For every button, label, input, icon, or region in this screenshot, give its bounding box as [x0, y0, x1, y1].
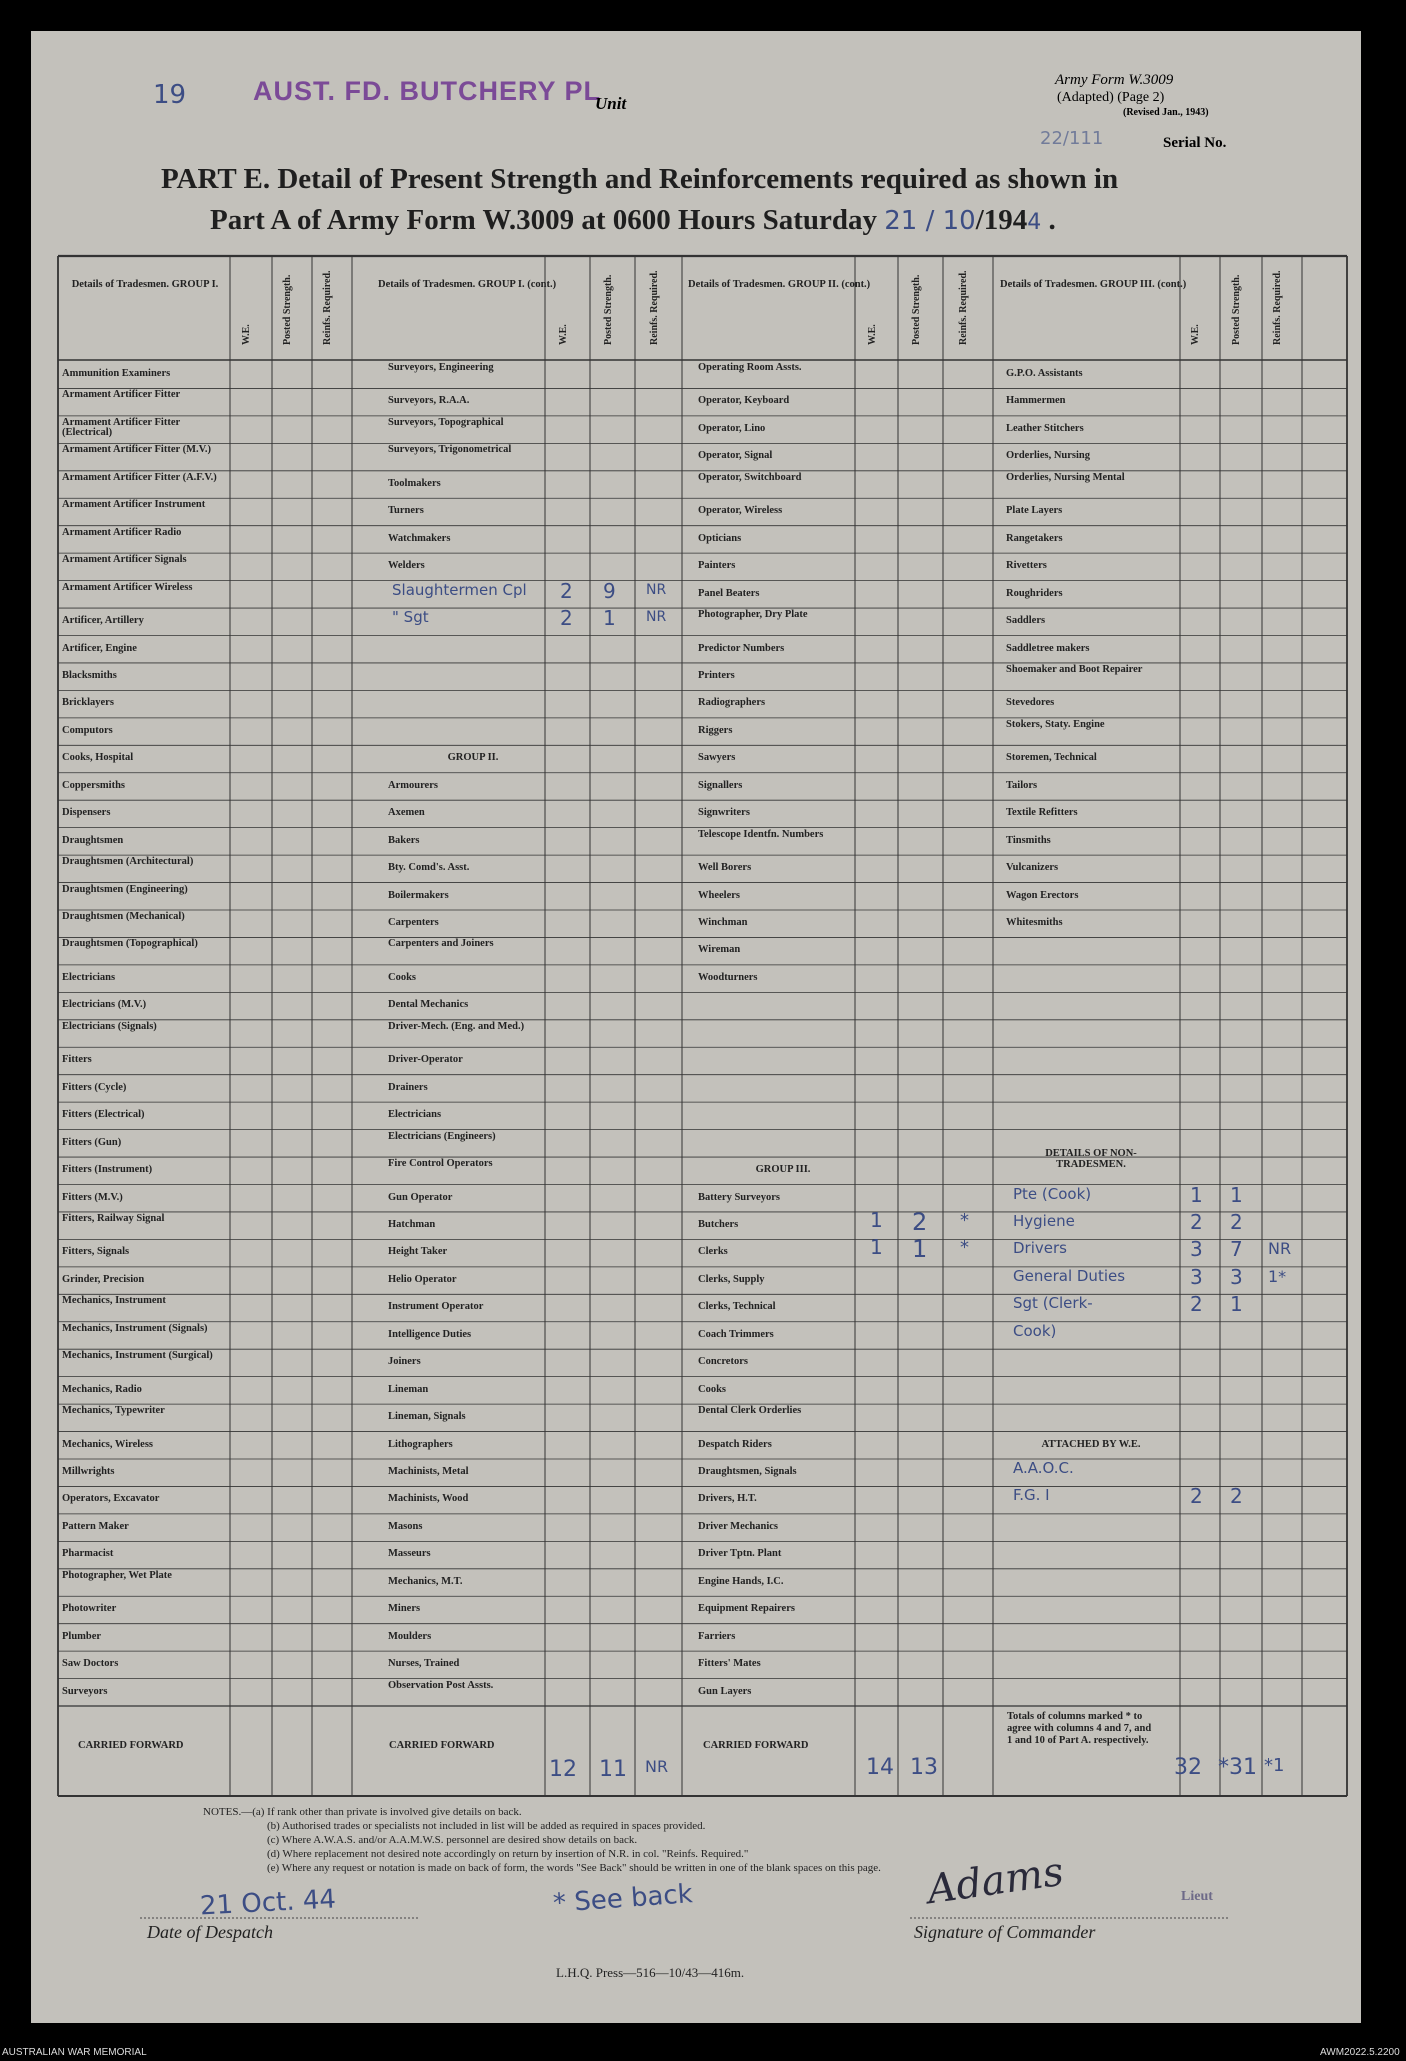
col3-handwritten-posted: 1 — [912, 1235, 928, 1264]
col3-row-label: Battery Surveyors — [698, 1191, 780, 1203]
col4-handwritten-we: 3 — [1190, 1264, 1203, 1289]
col3-row-label: Panel Beaters — [698, 587, 760, 599]
col2-row-label: Intelligence Duties — [388, 1328, 472, 1340]
col2-row-label: Fire Control Operators — [388, 1158, 493, 1170]
col4-handwritten-we: 2 — [1190, 1209, 1203, 1234]
col1-row-label: Electricians (Signals) — [62, 1020, 157, 1032]
col2-row-label: Surveyors, Topographical — [388, 416, 504, 428]
column-header-we: W.E. — [1190, 324, 1201, 345]
col3-row-label: Telescope Identfn. Numbers — [698, 828, 824, 840]
col4-row-label: Roughriders — [1006, 587, 1063, 599]
title-year: /194 — [975, 204, 1028, 236]
col2-row-label: Lithographers — [388, 1438, 453, 1450]
col3-row-label: Operator, Signal — [698, 450, 773, 462]
col4-row-label: Vulcanizers — [1006, 862, 1059, 874]
col3-row-label: Draughtsmen, Signals — [698, 1466, 797, 1477]
col3-row-label: Dental Clerk Orderlies — [698, 1405, 802, 1417]
column-header-rr: Reinfs. Required. — [958, 270, 969, 345]
col1-row-label: Armament Artificer Fitter (Electrical) — [62, 416, 180, 439]
col1-row-label: Bricklayers — [62, 697, 114, 709]
note-c: (c) Where A.W.A.S. and/or A.A.M.W.S. personnel are desired show details on back. — [267, 1834, 638, 1846]
col1-row-label: Draughtsmen — [62, 834, 124, 846]
col2-row-label: Surveyors, Trigonometrical — [388, 444, 512, 456]
col4-handwritten-posted: 2 — [1230, 1484, 1243, 1509]
col2-row-label: Electricians (Engineers) — [388, 1130, 496, 1142]
col2-handwritten-trade: " Sgt — [392, 608, 429, 627]
col4-row-label: G.P.O. Assistants — [1006, 368, 1083, 379]
press-mark: L.H.Q. Press—516—10/43—416m. — [556, 1965, 745, 1980]
note-d: (d) Where replacement not desired note accordingly on return by insertion of N.R. in col. "Reinfs. Required." — [267, 1848, 749, 1860]
col3-row-label: Painters — [698, 560, 736, 572]
col3-row-label: Operator, Switchboard — [698, 471, 802, 483]
col4-row-label: Saddlers — [1006, 615, 1046, 627]
col1-row-label: Mechanics, Instrument (Signals) — [62, 1322, 208, 1334]
col2-row-label: Toolmakers — [388, 477, 441, 489]
col3-row-label: Woodturners — [698, 971, 758, 983]
col2-row-label: Welders — [388, 560, 425, 572]
col2-row-label: GROUP II. — [447, 752, 499, 764]
col4-row-label: Storemen, Technical — [1006, 752, 1097, 764]
col2-row-label: Surveyors, Engineering — [388, 362, 494, 373]
col3-row-label: Wireman — [698, 944, 741, 956]
col4-row-label: Tailors — [1006, 779, 1038, 791]
col1-row-label: Photographer, Wet Plate — [62, 1569, 172, 1581]
group3-cont-header-text: Details of Tradesmen. GROUP III. (cont.) — [1000, 279, 1187, 290]
col2-row-label: Miners — [388, 1603, 421, 1615]
col2-row-label: Carpenters and Joiners — [388, 938, 494, 950]
title-end: . — [1048, 204, 1056, 236]
column-header-ps: Posted Strength. — [282, 274, 293, 345]
title-line-1: PART E. Detail of Present Strength and Reinforcements required as shown in — [161, 163, 1119, 195]
note-e: (e) Where any request or notation is made on back of form, the words "See Back" should be written in one of the blank spaces on this page. — [267, 1862, 881, 1874]
col3-row-label: Driver Tptn. Plant — [698, 1548, 782, 1560]
col1-row-label: Draughtsmen (Mechanical) — [62, 911, 185, 922]
col2-handwritten-we: 2 — [560, 578, 573, 603]
col4-handwritten-posted: 1 — [1230, 1292, 1243, 1317]
col1-row-label: Armament Artificer Wireless — [62, 581, 193, 593]
col3-row-label: Riggers — [698, 724, 733, 736]
col4-handwritten-trade: Hygiene — [1013, 1211, 1075, 1230]
col1-row-label: Pharmacist — [62, 1548, 114, 1560]
col1-row-label: Mechanics, Instrument (Surgical) — [62, 1350, 213, 1362]
col4-handwritten-trade: Pte (Cook) — [1013, 1184, 1092, 1203]
col1-row-label: Fitters, Signals — [62, 1246, 130, 1258]
col3-row-label: Butchers — [698, 1218, 739, 1230]
col1-row-label: Armament Artificer Fitter — [62, 389, 181, 401]
col4-handwritten-trade: General Duties — [1013, 1266, 1126, 1285]
col4-row-label: Whitesmiths — [1006, 917, 1063, 928]
col2-row-label: Mechanics, M.T. — [388, 1575, 463, 1587]
col3-row-label: Gun Layers — [698, 1685, 752, 1697]
col3-row-label: Fitters' Mates — [698, 1658, 761, 1670]
col4-row-label: Textile Refitters — [1006, 807, 1078, 819]
col1-row-label: Coppersmiths — [62, 779, 126, 791]
col3-handwritten-we: 1 — [870, 1235, 883, 1260]
col2-row-label: Observation Post Assts. — [388, 1679, 494, 1691]
column-header-rr: Reinfs. Required. — [322, 270, 333, 345]
col4-row-label: Rangetakers — [1006, 532, 1063, 544]
carried-forward-col3: CARRIED FORWARD — [703, 1740, 809, 1751]
col2-row-label: Instrument Operator — [388, 1301, 484, 1313]
col2-row-label: Boilermakers — [388, 889, 449, 901]
col1-row-label: Electricians (M.V.) — [62, 999, 147, 1011]
col2-row-label: Bty. Comd's. Asst. — [388, 862, 470, 874]
col2-row-label: Drainers — [388, 1081, 428, 1093]
see-back-handwritten: * See back — [552, 1879, 694, 1919]
col1-row-label: Millwrights — [62, 1466, 115, 1477]
col4-row-label: DETAILS OF NON-TRADESMEN. — [1045, 1148, 1137, 1170]
date-of-despatch-handwritten: 21 Oct. 44 — [199, 1884, 337, 1922]
carried-col2-posted: 11 — [599, 1757, 627, 1782]
carried-col2-reinfs: NR — [645, 1757, 669, 1776]
army-form-label: Army Form W.3009 — [1055, 72, 1174, 88]
col1-row-label: Surveyors — [62, 1685, 108, 1697]
col2-row-label: Helio Operator — [388, 1273, 457, 1285]
unit-stamp: AUST. FD. BUTCHERY PL — [253, 76, 602, 106]
col4-row-label: Wagon Erectors — [1006, 889, 1079, 901]
col2-row-label: Bakers — [388, 834, 420, 846]
col3-row-label: Well Borers — [698, 862, 752, 874]
col2-row-label: Armourers — [388, 779, 438, 791]
col1-row-label: Fitters — [62, 1054, 92, 1066]
col3-row-label: Signallers — [698, 779, 743, 791]
col1-row-label: Armament Artificer Radio — [62, 526, 182, 538]
col4-row-label: Hammermen — [1006, 395, 1066, 407]
col1-row-label: Armament Artificer Instrument — [62, 499, 206, 511]
col2-row-label: Machinists, Wood — [388, 1493, 469, 1505]
col2-row-label: Lineman, Signals — [388, 1411, 466, 1423]
col1-row-label: Ammunition Examiners — [62, 368, 171, 379]
col4-row-label: Stevedores — [1006, 697, 1055, 709]
col3-row-label: Sawyers — [698, 752, 736, 764]
col3-row-label: Opticians — [698, 532, 742, 544]
carried-col3-we: 14 — [866, 1755, 894, 1780]
col1-row-label: Electricians — [62, 971, 116, 983]
rank-stamp: Lieut — [1181, 1889, 1213, 1904]
col3-row-label: Operator, Keyboard — [698, 395, 790, 407]
commander-signature: Adams — [924, 1848, 1067, 1914]
col4-row-label: Plate Layers — [1006, 505, 1063, 517]
col1-row-label: Photowriter — [62, 1603, 117, 1615]
col3-handwritten-reinfs: * — [960, 1237, 969, 1259]
col3-row-label: Concretors — [698, 1356, 748, 1368]
col2-row-label: Axemen — [388, 807, 425, 819]
col1-row-label: Operators, Excavator — [62, 1493, 160, 1505]
col2-row-label: Lineman — [388, 1383, 429, 1395]
col1-row-label: Draughtsmen (Architectural) — [62, 856, 194, 868]
column-header-ps: Posted Strength. — [1231, 274, 1242, 345]
archive-label-left: AUSTRALIAN WAR MEMORIAL — [2, 2047, 147, 2058]
col4-row-label: Leather Stitchers — [1006, 422, 1084, 434]
title-year-handwritten: 4 — [1027, 210, 1042, 235]
col3-row-label: Driver Mechanics — [698, 1520, 778, 1532]
col2-handwritten-posted: 9 — [603, 578, 616, 603]
col3-row-label: Wheelers — [698, 889, 740, 901]
group1-header-text: Details of Tradesmen. GROUP I. — [71, 279, 219, 290]
col1-row-label: Grinder, Precision — [62, 1273, 145, 1285]
column-header-we: W.E. — [866, 324, 878, 345]
col1-row-label: Computors — [62, 724, 113, 736]
col3-handwritten-reinfs: * — [960, 1209, 969, 1231]
col4-row-label: Orderlies, Nursing — [1006, 450, 1090, 462]
col2-row-label: Surveyors, R.A.A. — [388, 395, 470, 407]
col2-row-label: Driver-Operator — [388, 1054, 463, 1066]
col1-row-label: Dispensers — [62, 807, 111, 819]
col3-row-label: Operator, Lino — [698, 422, 766, 434]
col4-handwritten-we: 1 — [1190, 1182, 1203, 1207]
col1-row-label: Pattern Maker — [62, 1520, 129, 1532]
carried-col2-we: 12 — [549, 1757, 577, 1782]
col2-handwritten-trade: Slaughtermen Cpl — [392, 580, 527, 599]
unit-number-handwritten: 19 — [153, 80, 187, 110]
col3-row-label: Winchman — [698, 917, 748, 928]
totals-note: Totals of columns marked * to agree with columns 4 and 7, and 1 and 10 of Part A. respectively. — [1007, 1711, 1152, 1746]
col1-row-label: Fitters (Gun) — [62, 1136, 122, 1148]
col1-row-label: Mechanics, Radio — [62, 1383, 142, 1395]
col1-row-label: Fitters, Railway Signal — [62, 1212, 165, 1224]
col2-row-label: Dental Mechanics — [388, 999, 469, 1011]
col3-row-label: Equipment Repairers — [698, 1603, 795, 1615]
unit-label: Unit — [595, 94, 627, 113]
col1-row-label: Mechanics, Typewriter — [62, 1405, 165, 1417]
col1-row-label: Fitters (M.V.) — [62, 1191, 123, 1203]
col2-row-label: Hatchman — [388, 1218, 436, 1230]
carried-forward-col2: CARRIED FORWARD — [389, 1740, 495, 1751]
col4-handwritten-trade: A.A.O.C. — [1013, 1459, 1074, 1477]
col2-handwritten-reinfs: NR — [646, 581, 667, 598]
col4-row-label: Saddletree makers — [1006, 642, 1090, 654]
adapted-label: (Adapted) (Page 2) — [1057, 90, 1165, 105]
col4-handwritten-trade: Drivers — [1013, 1239, 1067, 1258]
col3-row-label: Operator, Wireless — [698, 505, 783, 517]
col2-row-label: Watchmakers — [388, 532, 451, 544]
col1-row-label: Armament Artificer Signals — [62, 554, 187, 566]
carried-col4-reinfs: *1 — [1264, 1755, 1285, 1776]
col4-handwritten-reinfs: 1* — [1268, 1266, 1287, 1286]
serial-handwritten: 22/111 — [1040, 128, 1104, 149]
col2-row-label: Turners — [388, 505, 424, 517]
col3-row-label: Clerks — [698, 1246, 728, 1258]
group2-cont-header-text: Details of Tradesmen. GROUP II. (cont.) — [688, 279, 871, 290]
col2-handwritten-we: 2 — [560, 606, 573, 631]
carried-forward-col1: CARRIED FORWARD — [78, 1740, 184, 1751]
column-header-ps: Posted Strength. — [910, 274, 922, 345]
col1-row-label: Fitters (Instrument) — [62, 1164, 153, 1176]
col4-handwritten-reinfs: NR — [1268, 1239, 1292, 1259]
column-header-we: W.E. — [241, 324, 252, 345]
archive-label-right: AWM2022.5.2200 — [1320, 2047, 1400, 2058]
col3-row-label: Photographer, Dry Plate — [698, 609, 808, 621]
col2-row-label: Machinists, Metal — [388, 1466, 469, 1477]
col4-handwritten-posted: 3 — [1230, 1264, 1243, 1289]
col4-row-label: Orderlies, Nursing Mental — [1006, 471, 1125, 483]
col3-row-label: Drivers, H.T. — [698, 1493, 757, 1505]
col4-handwritten-posted: 7 — [1230, 1237, 1243, 1262]
col4-row-label: Stokers, Staty. Engine — [1006, 718, 1105, 730]
col4-handwritten-trade: F.G. I — [1013, 1486, 1050, 1505]
col2-row-label: Gun Operator — [388, 1191, 453, 1203]
carried-col4-we: 32 — [1174, 1755, 1202, 1780]
revised-label: (Revised Jan., 1943) — [1123, 107, 1209, 118]
col2-row-label: Joiners — [388, 1356, 421, 1368]
col1-row-label: Armament Artificer Fitter (A.F.V.) — [62, 471, 217, 483]
col1-row-label: Mechanics, Wireless — [62, 1438, 153, 1450]
col1-row-label: Artificer, Artillery — [62, 615, 144, 627]
col4-row-label: ATTACHED BY W.E. — [1041, 1438, 1141, 1450]
date-of-despatch-label: Date of Despatch — [147, 1922, 273, 1942]
col3-handwritten-posted: 2 — [912, 1207, 928, 1236]
col2-row-label: Carpenters — [388, 917, 439, 928]
col2-row-label: Masseurs — [388, 1548, 431, 1560]
col1-row-label: Artificer, Engine — [62, 642, 137, 654]
col3-row-label: Farriers — [698, 1630, 736, 1642]
col4-handwritten-we: 3 — [1190, 1237, 1203, 1262]
col1-row-label: Armament Artificer Fitter (M.V.) — [62, 444, 211, 456]
carried-col3-posted: 13 — [910, 1755, 938, 1780]
col1-row-label: Draughtsmen (Engineering) — [62, 883, 188, 895]
col1-row-label: Mechanics, Instrument — [62, 1295, 166, 1307]
col3-row-label: Clerks, Technical — [698, 1301, 776, 1313]
col1-row-label: Fitters (Cycle) — [62, 1081, 127, 1093]
group1-cont-header-text: Details of Tradesmen. GROUP I. (cont.) — [378, 279, 557, 290]
column-header-we: W.E. — [557, 324, 569, 345]
col4-row-label: Rivetters — [1006, 560, 1047, 572]
col4-handwritten-trade: Cook) — [1013, 1321, 1057, 1340]
title-date-handwritten: 21 / 10 — [884, 206, 976, 236]
note-a: NOTES.—(a) If rank other than private is involved give details on back. — [203, 1806, 522, 1818]
col1-row-label: Cooks, Hospital — [62, 752, 134, 764]
col3-row-label: Signwriters — [698, 807, 750, 819]
col4-row-label: Shoemaker and Boot Repairer — [1006, 663, 1143, 675]
col4-handwritten-trade: Sgt (Clerk- — [1013, 1294, 1093, 1313]
col1-row-label: Blacksmiths — [62, 669, 117, 681]
signature-label: Signature of Commander — [914, 1922, 1096, 1942]
col2-handwritten-posted: 1 — [603, 606, 616, 631]
col2-handwritten-reinfs: NR — [646, 609, 667, 626]
col4-handwritten-posted: 2 — [1230, 1209, 1243, 1234]
col1-row-label: Fitters (Electrical) — [62, 1109, 145, 1121]
col2-row-label: Moulders — [388, 1630, 432, 1642]
col3-row-label: Printers — [698, 669, 735, 681]
col4-handwritten-we: 2 — [1190, 1484, 1203, 1509]
col4-handwritten-we: 2 — [1190, 1292, 1203, 1317]
col2-row-label: Driver-Mech. (Eng. and Med.) — [388, 1020, 525, 1032]
col2-row-label: Nurses, Trained — [388, 1658, 460, 1670]
col3-row-label: Predictor Numbers — [698, 642, 785, 654]
carried-col4-posted: *31 — [1218, 1755, 1257, 1780]
col4-row-label: Tinsmiths — [1006, 834, 1051, 846]
col3-handwritten-we: 1 — [870, 1207, 883, 1232]
col1-row-label: Saw Doctors — [62, 1658, 119, 1670]
col2-row-label: Masons — [388, 1520, 423, 1532]
column-header-ps: Posted Strength. — [602, 274, 614, 345]
column-header-rr: Reinfs. Required. — [648, 270, 660, 345]
col3-row-label: GROUP III. — [755, 1164, 811, 1176]
col3-row-label: Clerks, Supply — [698, 1273, 765, 1285]
column-header-rr: Reinfs. Required. — [1272, 270, 1283, 345]
col4-handwritten-posted: 1 — [1230, 1182, 1243, 1207]
col3-row-label: Coach Trimmers — [698, 1328, 774, 1340]
col2-row-label: Cooks — [388, 971, 417, 983]
col3-row-label: Despatch Riders — [698, 1438, 772, 1450]
title-line-2-text: Part A of Army Form W.3009 at 0600 Hours Saturday — [210, 204, 877, 236]
col3-row-label: Engine Hands, I.C. — [698, 1575, 784, 1587]
col3-row-label: Operating Room Assts. — [698, 362, 802, 373]
col2-row-label: Height Taker — [388, 1246, 448, 1258]
col2-row-label: Electricians — [388, 1109, 442, 1121]
col1-row-label: Draughtsmen (Topographical) — [62, 938, 198, 950]
serial-label: Serial No. — [1163, 135, 1227, 151]
col1-row-label: Plumber — [62, 1630, 102, 1642]
col3-row-label: Cooks — [698, 1383, 727, 1395]
col3-row-label: Radiographers — [698, 697, 766, 709]
note-b: (b) Authorised trades or specialists not included in list will be added as required in spaces provided. — [267, 1820, 706, 1832]
